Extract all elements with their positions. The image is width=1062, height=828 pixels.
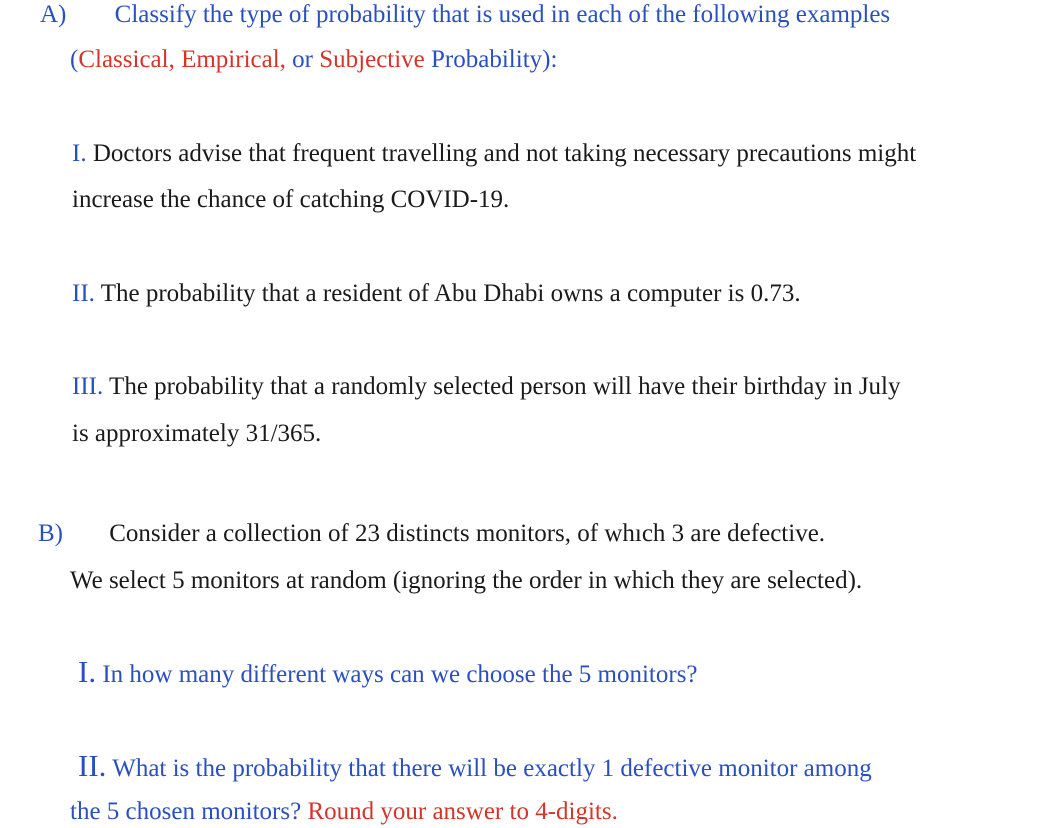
item-ii-numeral: II. [72, 280, 95, 307]
section-b-intro-line1 [38, 519, 825, 549]
section-a-heading-text: Classify the type of probability that is used in each of the following examples [114, 1, 891, 28]
question-ii-text-line2-red: Round your answer to 4-digits. [307, 798, 618, 825]
section-b-intro-text1: Consider a collection of 23 distincts monitors, of whıch 3 are defective. [109, 520, 826, 547]
section-a-label: A) [40, 1, 67, 28]
question-i-line1 [78, 654, 698, 690]
item-i-numeral: I. [72, 140, 87, 167]
question-i-numeral: I. [78, 654, 97, 689]
item-iii-line1 [72, 372, 901, 402]
question-i-text: In how many different ways can we choose the 5 monitors? [102, 661, 698, 688]
question-ii-text-line1: What is the probability that there will be exactly 1 defective monitor among [112, 755, 872, 782]
section-b-label: B) [38, 520, 63, 547]
item-iii-text-line2: is approximately 31/365. [72, 420, 322, 447]
question-ii-line2 [70, 797, 618, 827]
type-classical: Classical, [78, 46, 175, 73]
type-empirical: Empirical, [181, 46, 286, 73]
question-ii-numeral: II. [78, 748, 107, 783]
type-subjective: Subjective [319, 46, 425, 73]
question-ii-text-line2-blue: the 5 chosen monitors? [70, 798, 302, 825]
type-probability: Probability): [431, 46, 558, 73]
item-ii-line1 [72, 279, 801, 309]
question-ii-line1 [78, 748, 872, 784]
open-paren: ( [70, 46, 79, 73]
item-i-line1 [72, 139, 916, 169]
probability-types-line [70, 45, 557, 75]
item-iii-numeral: III. [72, 373, 104, 400]
type-or: or [292, 46, 313, 73]
item-iii-text-line1: The probability that a randomly selected person will have their birthday in July [109, 373, 901, 400]
item-i-text-line1: Doctors advise that frequent travelling and not taking necessary precautions might [92, 140, 917, 167]
item-i-text-line2: increase the chance of catching COVID-19. [72, 186, 510, 213]
item-ii-text-line1: The probability that a resident of Abu Dhabi owns a computer is 0.73. [100, 280, 801, 307]
section-a-heading [40, 0, 890, 30]
section-b-intro-line2: We select 5 monitors at random (ignoring the order in which they are selected). [70, 567, 863, 594]
